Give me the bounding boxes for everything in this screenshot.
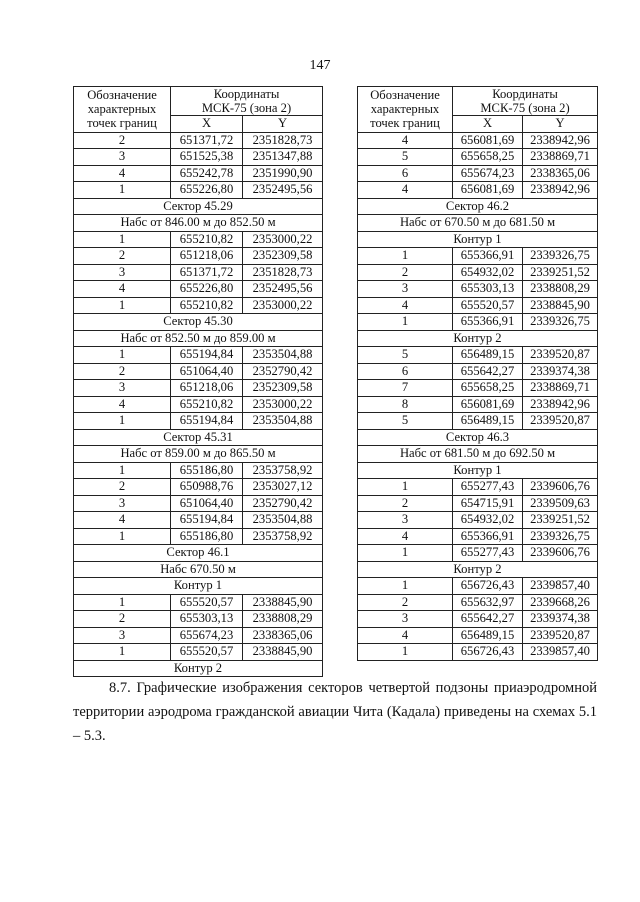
- y-coordinate-cell: 2353758,92: [243, 462, 323, 479]
- y-coordinate-cell: 2339374,38: [523, 611, 598, 628]
- y-coordinate-cell: 2353027,12: [243, 479, 323, 496]
- table-row: [74, 363, 323, 380]
- point-number-cell: 4: [74, 165, 171, 182]
- section-row: [74, 446, 323, 463]
- table-row: [358, 578, 598, 595]
- section-row: [74, 330, 323, 347]
- table-row: [74, 512, 323, 529]
- section-label: Набс от 846.00 м до 852.50 м: [74, 215, 323, 232]
- x-coordinate-cell: 655366,91: [453, 248, 523, 265]
- point-number-cell: 2: [358, 264, 453, 281]
- point-number-cell: 3: [358, 512, 453, 529]
- point-number-cell: 6: [358, 165, 453, 182]
- point-number-cell: 4: [358, 132, 453, 149]
- section-label: Набс от 670.50 м до 681.50 м: [358, 215, 598, 232]
- table-row: [74, 132, 323, 149]
- point-number-cell: 1: [74, 462, 171, 479]
- coordinates-table-left: [73, 86, 323, 677]
- table-row: [358, 545, 598, 562]
- x-coordinate-cell: 655303,13: [453, 281, 523, 298]
- x-coordinate-cell: 655194,84: [171, 512, 243, 529]
- table-row: [74, 479, 323, 496]
- point-number-cell: 1: [74, 231, 171, 248]
- point-number-cell: 4: [358, 182, 453, 199]
- x-coordinate-cell: 656489,15: [453, 627, 523, 644]
- section-row: [74, 215, 323, 232]
- table-row: [74, 413, 323, 430]
- table-row: [358, 512, 598, 529]
- point-number-cell: 1: [358, 545, 453, 562]
- y-coordinate-cell: 2339326,75: [523, 314, 598, 331]
- point-number-cell: 5: [358, 149, 453, 166]
- point-number-cell: 1: [358, 479, 453, 496]
- x-coordinate-cell: 655303,13: [171, 611, 243, 628]
- point-number-cell: 1: [358, 644, 453, 661]
- section-label: Контур 1: [358, 462, 598, 479]
- point-number-cell: 6: [358, 363, 453, 380]
- y-coordinate-cell: 2351347,88: [243, 149, 323, 166]
- x-coordinate-cell: 655366,91: [453, 528, 523, 545]
- table-row: [358, 264, 598, 281]
- section-row: [74, 561, 323, 578]
- x-coordinate-cell: 655277,43: [453, 479, 523, 496]
- x-coordinate-cell: 655520,57: [171, 644, 243, 661]
- x-coordinate-cell: 655226,80: [171, 182, 243, 199]
- table-row: [74, 627, 323, 644]
- table-row: [74, 281, 323, 298]
- section-label: Набс от 852.50 м до 859.00 м: [74, 330, 323, 347]
- section-label: Набс от 681.50 м до 692.50 м: [358, 446, 598, 463]
- table-header-row: [74, 87, 323, 116]
- table-row: [358, 149, 598, 166]
- y-coordinate-cell: 2338845,90: [243, 594, 323, 611]
- coordinates-table-right: [357, 86, 598, 661]
- point-number-cell: 3: [358, 611, 453, 628]
- section-label: Сектор 46.3: [358, 429, 598, 446]
- table-row: [74, 264, 323, 281]
- x-coordinate-cell: 651064,40: [171, 495, 243, 512]
- section-label: Сектор 45.30: [74, 314, 323, 331]
- x-coordinate-cell: 654932,02: [453, 512, 523, 529]
- y-coordinate-cell: 2339857,40: [523, 578, 598, 595]
- section-row: [74, 545, 323, 562]
- section-label: Контур 1: [358, 231, 598, 248]
- x-coordinate-cell: 655642,27: [453, 363, 523, 380]
- point-number-cell: 2: [74, 611, 171, 628]
- y-coordinate-cell: 2339326,75: [523, 528, 598, 545]
- y-coordinate-cell: 2338942,96: [523, 182, 598, 199]
- x-coordinate-cell: 656489,15: [453, 347, 523, 364]
- y-coordinate-cell: 2338808,29: [243, 611, 323, 628]
- y-coordinate-cell: 2338365,06: [243, 627, 323, 644]
- section-label: Сектор 46.1: [74, 545, 323, 562]
- section-label: Контур 2: [358, 561, 598, 578]
- section-row: [358, 330, 598, 347]
- table-row: [358, 380, 598, 397]
- table-row: [74, 594, 323, 611]
- point-number-cell: 1: [358, 578, 453, 595]
- section-row: [358, 446, 598, 463]
- table-row: [358, 314, 598, 331]
- x-coordinate-cell: 650988,76: [171, 479, 243, 496]
- table-row: [74, 231, 323, 248]
- y-coordinate-cell: 2339509,63: [523, 495, 598, 512]
- y-coordinate-cell: 2339251,52: [523, 512, 598, 529]
- table-row: [358, 281, 598, 298]
- table-row: [358, 396, 598, 413]
- point-number-cell: 1: [74, 182, 171, 199]
- x-coordinate-cell: 651064,40: [171, 363, 243, 380]
- x-coordinate-cell: 655366,91: [453, 314, 523, 331]
- table-row: [358, 347, 598, 364]
- y-coordinate-cell: 2353758,92: [243, 528, 323, 545]
- point-number-cell: 4: [74, 512, 171, 529]
- point-number-cell: 2: [74, 479, 171, 496]
- table-row: [74, 347, 323, 364]
- y-coordinate-cell: 2339857,40: [523, 644, 598, 661]
- section-row: [358, 462, 598, 479]
- table-row: [74, 165, 323, 182]
- section-label: Сектор 46.2: [358, 198, 598, 215]
- y-coordinate-cell: 2338365,06: [523, 165, 598, 182]
- point-number-cell: 4: [358, 528, 453, 545]
- y-coordinate-cell: 2339326,75: [523, 248, 598, 265]
- table-row: [74, 182, 323, 199]
- x-header: X: [171, 116, 243, 133]
- point-number-cell: 2: [358, 495, 453, 512]
- y-coordinate-cell: 2338869,71: [523, 380, 598, 397]
- y-coordinate-cell: 2353000,22: [243, 297, 323, 314]
- y-coordinate-cell: 2338869,71: [523, 149, 598, 166]
- point-number-cell: 1: [74, 413, 171, 430]
- y-coordinate-cell: 2351828,73: [243, 264, 323, 281]
- point-number-cell: 3: [74, 380, 171, 397]
- table-header-row: [358, 87, 598, 116]
- section-label: Контур 2: [74, 660, 323, 677]
- x-coordinate-cell: 651218,06: [171, 380, 243, 397]
- section-label: Набс от 859.00 м до 865.50 м: [74, 446, 323, 463]
- section-row: [74, 198, 323, 215]
- section-row: [358, 215, 598, 232]
- x-coordinate-cell: 655520,57: [171, 594, 243, 611]
- designation-header: Обозначение характерных точек границ: [74, 87, 171, 133]
- y-coordinate-cell: 2353504,88: [243, 512, 323, 529]
- designation-header: Обозначение характерных точек границ: [358, 87, 453, 133]
- section-row: [358, 429, 598, 446]
- point-number-cell: 3: [358, 281, 453, 298]
- x-coordinate-cell: 655242,78: [171, 165, 243, 182]
- x-coordinate-cell: 655658,25: [453, 380, 523, 397]
- point-number-cell: 5: [358, 413, 453, 430]
- y-coordinate-cell: 2338845,90: [523, 297, 598, 314]
- section-row: [74, 660, 323, 677]
- y-coordinate-cell: 2339668,26: [523, 594, 598, 611]
- y-coordinate-cell: 2339520,87: [523, 347, 598, 364]
- table-row: [74, 396, 323, 413]
- section-label: Набс 670.50 м: [74, 561, 323, 578]
- y-coordinate-cell: 2352495,56: [243, 182, 323, 199]
- point-number-cell: 7: [358, 380, 453, 397]
- y-coordinate-cell: 2339374,38: [523, 363, 598, 380]
- y-coordinate-cell: 2352309,58: [243, 248, 323, 265]
- x-coordinate-cell: 651218,06: [171, 248, 243, 265]
- y-coordinate-cell: 2352309,58: [243, 380, 323, 397]
- x-coordinate-cell: 655210,82: [171, 231, 243, 248]
- y-coordinate-cell: 2339520,87: [523, 413, 598, 430]
- y-coordinate-cell: 2351990,90: [243, 165, 323, 182]
- coordinates-header: Координаты МСК-75 (зона 2): [453, 87, 598, 116]
- section-row: [74, 429, 323, 446]
- y-coordinate-cell: 2352790,42: [243, 495, 323, 512]
- y-coordinate-cell: 2338942,96: [523, 396, 598, 413]
- point-number-cell: 5: [358, 347, 453, 364]
- section-label: Сектор 45.29: [74, 198, 323, 215]
- caption-text: 8.7. Графические изображения секторов четвертой подзоны приаэродромной территории аэродрома гражданской авиации Чита (Кадала) приведены на схемах 5.1 – 5.3.: [73, 680, 597, 744]
- x-coordinate-cell: 651525,38: [171, 149, 243, 166]
- table-row: [358, 594, 598, 611]
- table-row: [358, 248, 598, 265]
- section-row: [74, 314, 323, 331]
- y-header: Y: [243, 116, 323, 133]
- x-coordinate-cell: 654715,91: [453, 495, 523, 512]
- table-row: [358, 363, 598, 380]
- table-row: [358, 611, 598, 628]
- table-row: [358, 297, 598, 314]
- y-coordinate-cell: 2352495,56: [243, 281, 323, 298]
- table-row: [358, 165, 598, 182]
- point-number-cell: 4: [358, 297, 453, 314]
- section-label: Контур 1: [74, 578, 323, 595]
- table-row: [358, 528, 598, 545]
- table-row: [358, 413, 598, 430]
- page-number: 147: [309, 58, 331, 73]
- table-row: [74, 149, 323, 166]
- x-coordinate-cell: 651371,72: [171, 264, 243, 281]
- section-label: Контур 2: [358, 330, 598, 347]
- caption-paragraph: [73, 676, 597, 748]
- table-row: [74, 644, 323, 661]
- point-number-cell: 3: [74, 495, 171, 512]
- x-coordinate-cell: 655520,57: [453, 297, 523, 314]
- point-number-cell: 1: [358, 314, 453, 331]
- point-number-cell: 1: [74, 594, 171, 611]
- x-coordinate-cell: 656081,69: [453, 182, 523, 199]
- x-coordinate-cell: 655226,80: [171, 281, 243, 298]
- table-row: [74, 297, 323, 314]
- y-coordinate-cell: 2339606,76: [523, 545, 598, 562]
- y-coordinate-cell: 2338845,90: [243, 644, 323, 661]
- x-coordinate-cell: 655210,82: [171, 396, 243, 413]
- point-number-cell: 2: [358, 594, 453, 611]
- y-coordinate-cell: 2338808,29: [523, 281, 598, 298]
- table-row: [74, 380, 323, 397]
- section-row: [358, 561, 598, 578]
- y-coordinate-cell: 2338942,96: [523, 132, 598, 149]
- table-row: [74, 495, 323, 512]
- table-row: [74, 462, 323, 479]
- x-coordinate-cell: 655658,25: [453, 149, 523, 166]
- y-coordinate-cell: 2352790,42: [243, 363, 323, 380]
- point-number-cell: 4: [74, 396, 171, 413]
- x-coordinate-cell: 651371,72: [171, 132, 243, 149]
- y-coordinate-cell: 2339251,52: [523, 264, 598, 281]
- point-number-cell: 2: [74, 132, 171, 149]
- point-number-cell: 8: [358, 396, 453, 413]
- y-coordinate-cell: 2339606,76: [523, 479, 598, 496]
- point-number-cell: 1: [358, 248, 453, 265]
- x-coordinate-cell: 655194,84: [171, 347, 243, 364]
- point-number-cell: 1: [74, 347, 171, 364]
- section-label: Сектор 45.31: [74, 429, 323, 446]
- table-row: [358, 644, 598, 661]
- x-coordinate-cell: 656489,15: [453, 413, 523, 430]
- point-number-cell: 3: [74, 264, 171, 281]
- x-coordinate-cell: 656726,43: [453, 644, 523, 661]
- section-row: [358, 231, 598, 248]
- y-header: Y: [523, 116, 598, 133]
- point-number-cell: 4: [74, 281, 171, 298]
- table-row: [74, 611, 323, 628]
- coordinates-header: Координаты МСК-75 (зона 2): [171, 87, 323, 116]
- x-coordinate-cell: 656081,69: [453, 396, 523, 413]
- x-coordinate-cell: 656081,69: [453, 132, 523, 149]
- table-row: [358, 479, 598, 496]
- table-row: [74, 528, 323, 545]
- table-row: [74, 248, 323, 265]
- y-coordinate-cell: 2339520,87: [523, 627, 598, 644]
- point-number-cell: 2: [74, 363, 171, 380]
- y-coordinate-cell: 2353000,22: [243, 231, 323, 248]
- section-row: [74, 578, 323, 595]
- x-coordinate-cell: 655186,80: [171, 528, 243, 545]
- x-coordinate-cell: 655210,82: [171, 297, 243, 314]
- point-number-cell: 1: [74, 528, 171, 545]
- y-coordinate-cell: 2353504,88: [243, 347, 323, 364]
- x-coordinate-cell: 655277,43: [453, 545, 523, 562]
- table-row: [358, 627, 598, 644]
- x-coordinate-cell: 655642,27: [453, 611, 523, 628]
- point-number-cell: 3: [74, 149, 171, 166]
- point-number-cell: 2: [74, 248, 171, 265]
- point-number-cell: 1: [74, 297, 171, 314]
- x-coordinate-cell: 655186,80: [171, 462, 243, 479]
- table-row: [358, 182, 598, 199]
- point-number-cell: 4: [358, 627, 453, 644]
- point-number-cell: 3: [74, 627, 171, 644]
- y-coordinate-cell: 2353504,88: [243, 413, 323, 430]
- section-row: [358, 198, 598, 215]
- x-coordinate-cell: 654932,02: [453, 264, 523, 281]
- x-header: X: [453, 116, 523, 133]
- x-coordinate-cell: 655674,23: [453, 165, 523, 182]
- point-number-cell: 1: [74, 644, 171, 661]
- table-row: [358, 495, 598, 512]
- x-coordinate-cell: 655194,84: [171, 413, 243, 430]
- x-coordinate-cell: 655632,97: [453, 594, 523, 611]
- table-row: [358, 132, 598, 149]
- x-coordinate-cell: 655674,23: [171, 627, 243, 644]
- y-coordinate-cell: 2353000,22: [243, 396, 323, 413]
- x-coordinate-cell: 656726,43: [453, 578, 523, 595]
- y-coordinate-cell: 2351828,73: [243, 132, 323, 149]
